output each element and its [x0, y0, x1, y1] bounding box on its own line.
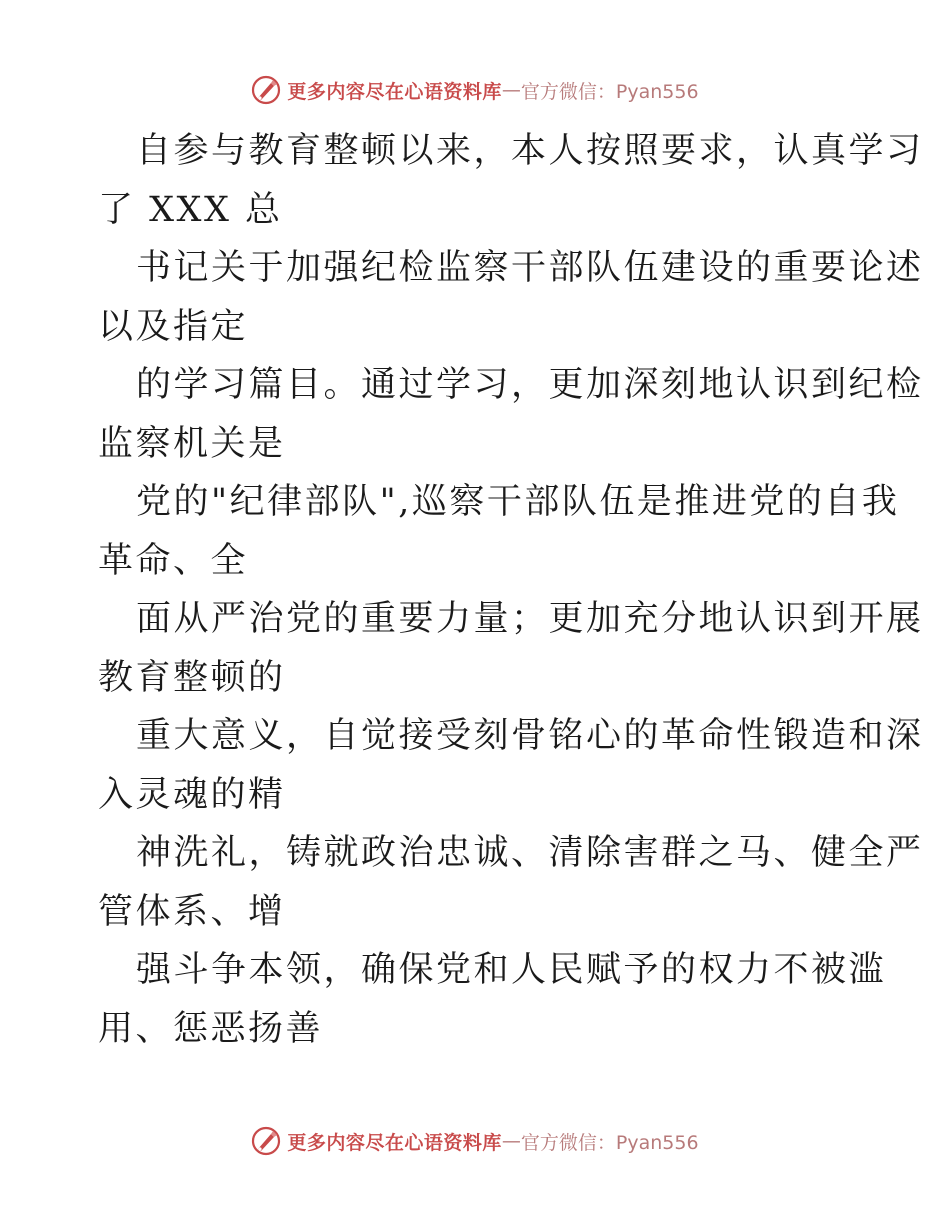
body-line: 革命、全: [98, 540, 249, 581]
pen-logo-icon: [251, 1126, 281, 1156]
pen-logo-icon: [251, 75, 281, 105]
header-brand-text: 更多内容尽在心语资料库: [287, 80, 502, 103]
body-line: 监察机关是: [98, 423, 286, 464]
body-line: 面从严治党的重要力量；更加充分地认识到开展: [136, 599, 924, 639]
body-line: 强斗争本领，确保党和人民赋予的权力不被滥: [136, 950, 887, 990]
body-line: 自参与教育整顿以来，本人按照要求，认真学习: [136, 131, 924, 171]
body-line: 管体系、增: [98, 891, 286, 932]
header-separator: —: [501, 79, 521, 101]
body-line: 神洗礼，铸就政治忠诚、清除害群之马、健全严: [136, 833, 924, 873]
footer-separator: —: [501, 1130, 521, 1152]
footer-banner: [0, 1121, 950, 1161]
body-line: 用、惩恶扬善: [98, 1008, 324, 1049]
body-line: 的学习篇目。通过学习，更加深刻地认识到纪检: [136, 365, 924, 405]
body-line: 以及指定: [98, 306, 249, 347]
body-line: 重大意义，自觉接受刻骨铭心的革命性锻造和深: [136, 716, 924, 756]
body-line: 书记关于加强纪检监察干部队伍建设的重要论述: [136, 248, 924, 288]
footer-brand-text: 更多内容尽在心语资料库: [287, 1131, 502, 1154]
body-line: 党的"纪律部队",巡察干部队伍是推进党的自我: [136, 482, 900, 522]
header-banner: [0, 70, 950, 110]
document-body: [98, 122, 924, 1058]
body-line: 入灵魂的精: [98, 774, 286, 815]
footer-wechat-text: 官方微信：Pyan556: [520, 1131, 699, 1154]
body-line: 教育整顿的: [98, 657, 286, 698]
body-line: 了 XXX 总: [98, 189, 283, 230]
header-wechat-text: 官方微信：Pyan556: [520, 80, 699, 103]
